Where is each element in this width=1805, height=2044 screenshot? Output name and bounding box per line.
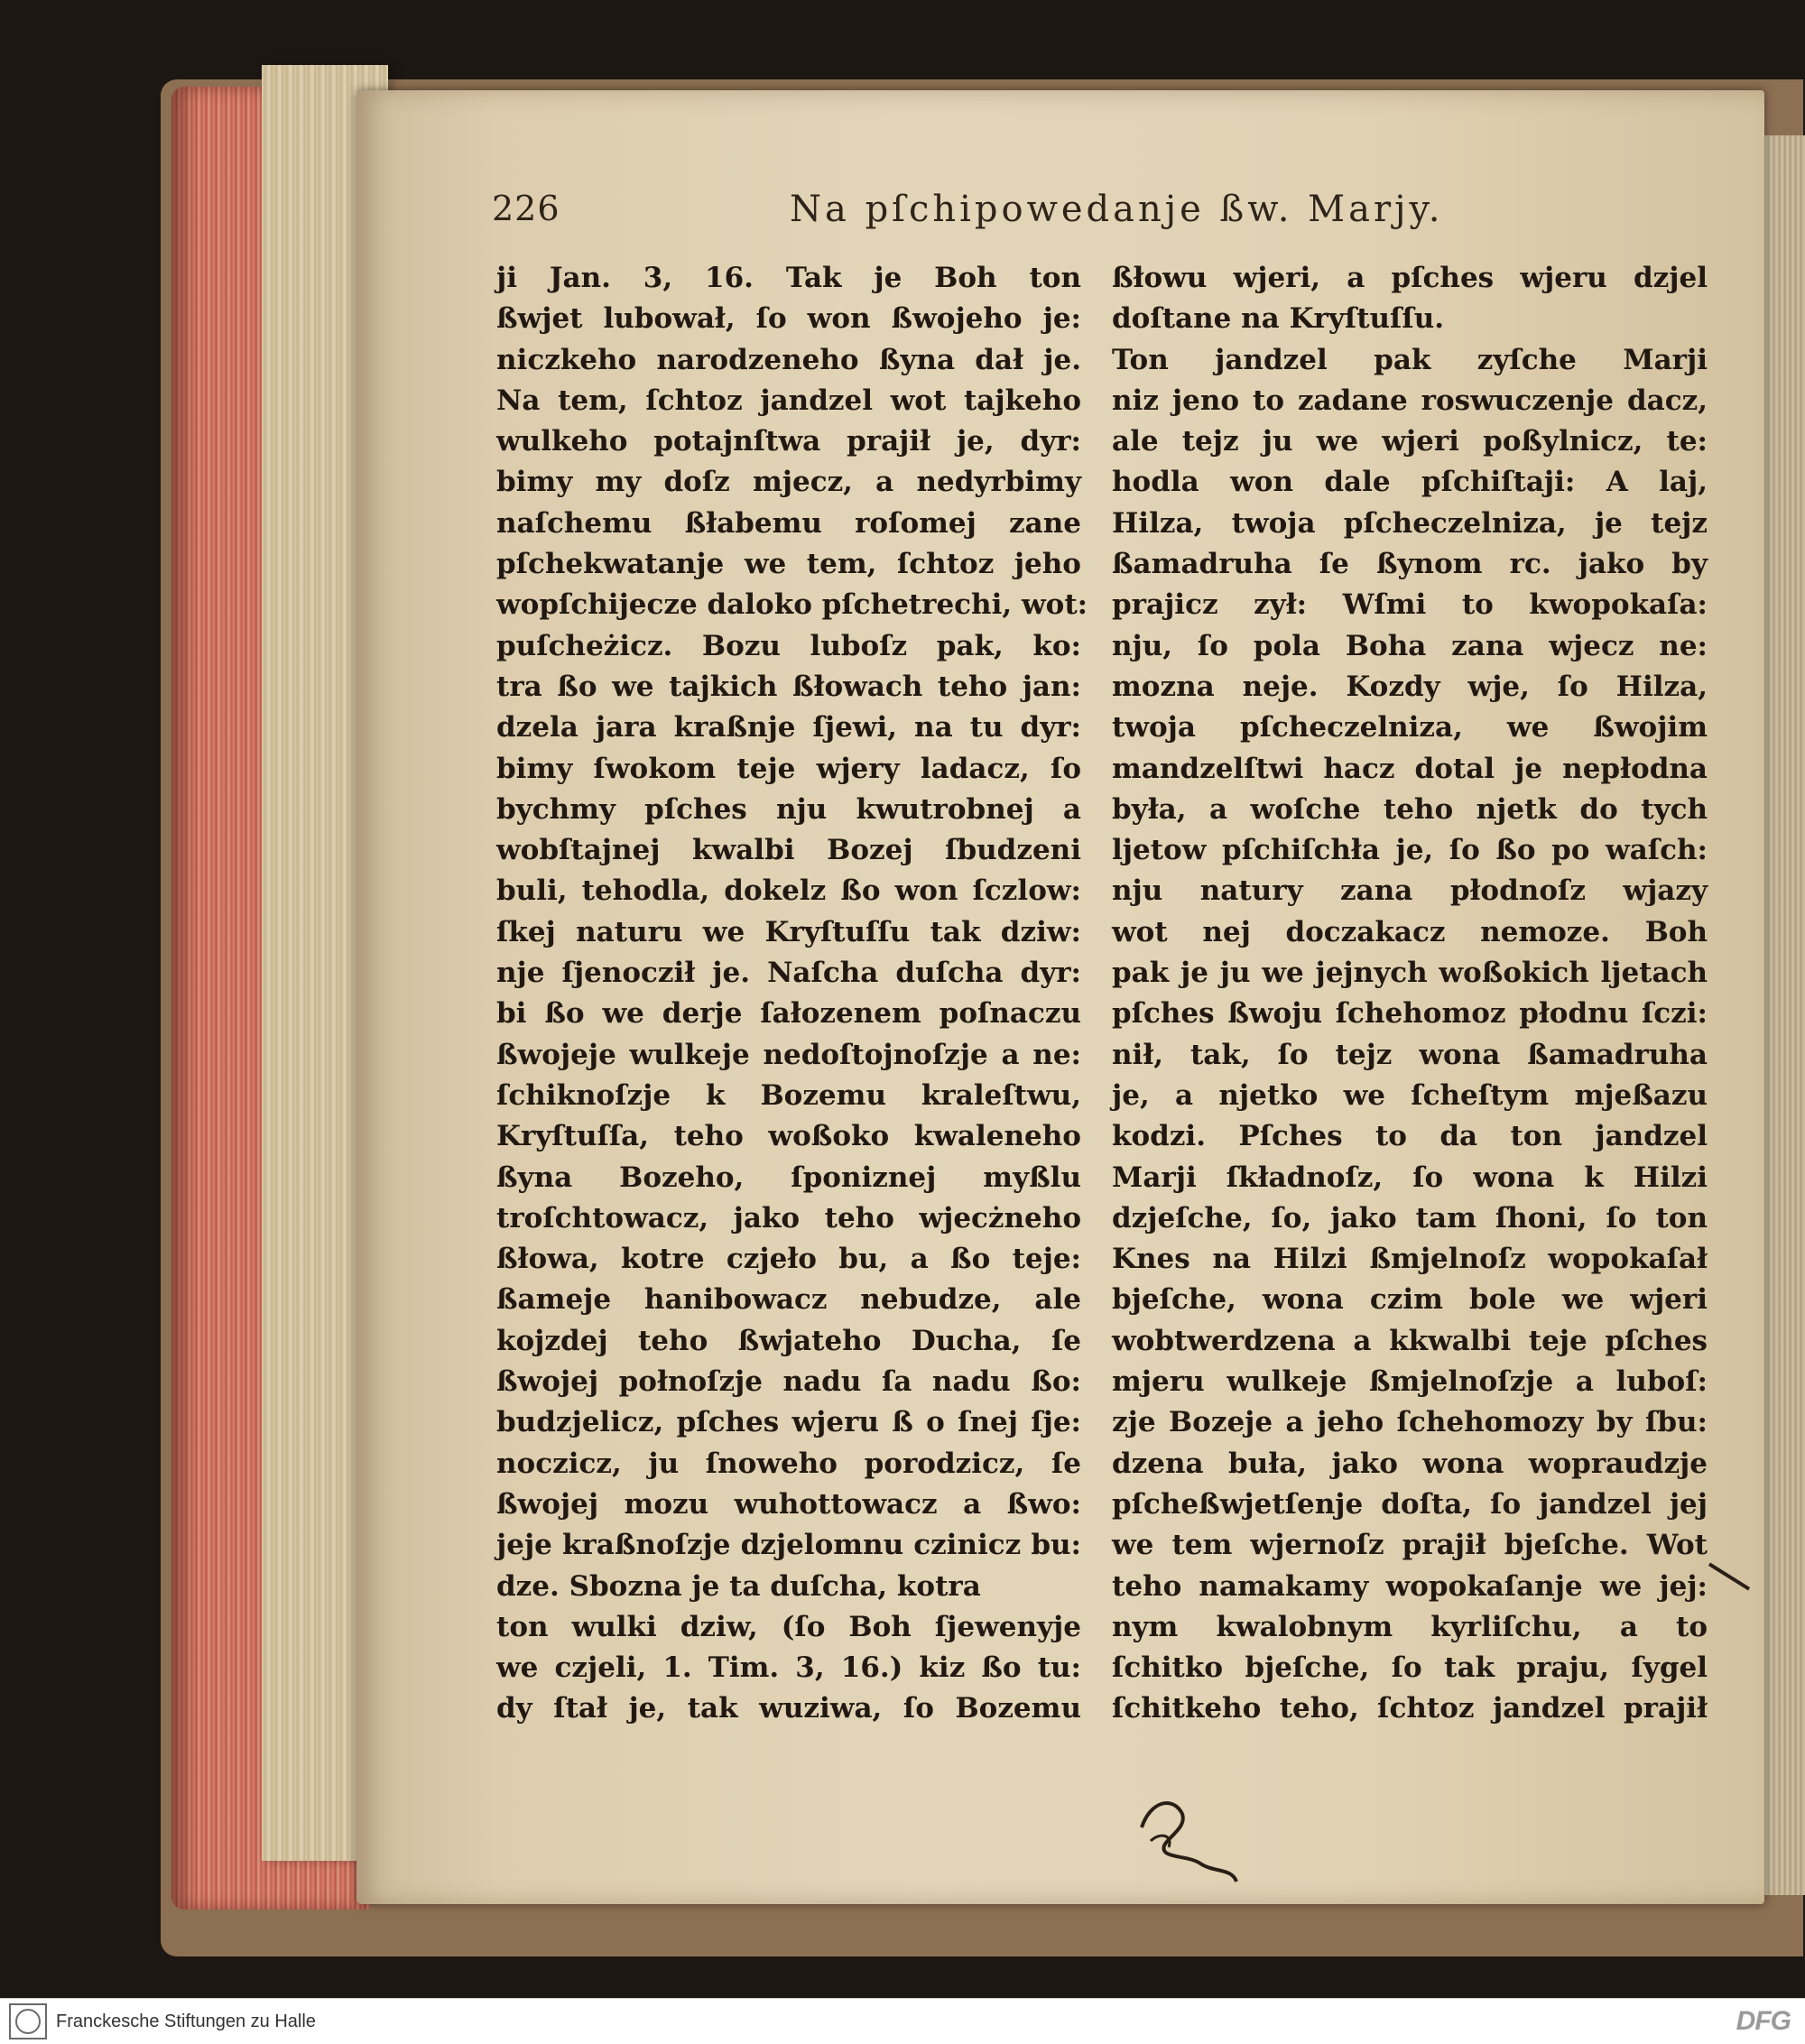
text-line: ale tejz ju we wjeri poßylnicz, te:	[1112, 425, 1708, 458]
text-line: wulkeho potajnſtwa prajił je, dyr:	[496, 425, 1081, 458]
text-line: Na tem, ſchtoz jandzel wot tajkeho	[496, 384, 1081, 417]
text-line: ji Jan. 3, 16. Tak je Boh ton	[496, 262, 1081, 294]
running-head	[492, 185, 1692, 234]
text-line: tra ßo we tajkich ßłowach teho jan:	[496, 670, 1081, 703]
text-line: ßłowa, kotre czjeło bu, a ßo teje:	[496, 1243, 1081, 1276]
text-line: ßwojej połnoſzje nadu ſa nadu ßo:	[496, 1365, 1081, 1399]
text-line: ſchiknoſzje k Bozemu kraleſtwu,	[496, 1078, 1081, 1112]
text-line: buli, tehodla, dokelz ßo won ſczlow:	[496, 874, 1081, 908]
text-line: ſchitko bjeſche, ſo tak praju, ſygel	[1112, 1651, 1708, 1685]
text-line: prajicz zył: Wſmi to kwopokaſa:	[1112, 588, 1708, 622]
text-line: troſchtowacz, jako teho wjecżneho	[496, 1201, 1081, 1235]
text-line: ßamadruha ſe ßynom rc. jako by	[1112, 548, 1708, 581]
text-line: kojzdej teho ßwjateho Ducha, ſe	[496, 1324, 1081, 1357]
text-line: była, a woſche teho njetk do tych	[1112, 792, 1708, 826]
text-line: kodzi. Pſches to da ton jandzel	[1112, 1120, 1708, 1153]
text-line: ton wulki dziw, (ſo Boh ſjewenyje	[496, 1610, 1081, 1643]
dfg-logo: DFG	[1736, 2006, 1791, 2036]
institution-name: Franckesche Stiftungen zu Halle	[56, 2012, 316, 2031]
text-line: bimy my doſz mjecz, a nedyrbimy	[496, 466, 1081, 499]
text-line: dze. Sbozna je ta duſcha, kotra	[496, 1569, 981, 1603]
text-line: dzjeſche, ſo, jako tam ſhoni, ſo ton	[1112, 1201, 1708, 1235]
text-line: nym kwalobnym kyrliſchu, a to	[1112, 1610, 1708, 1643]
text-line: ſchitkeho teho, ſchtoz jandzel prajił	[1112, 1692, 1708, 1725]
text-line: pak je ju we jejnych woßokich ljetach	[1112, 957, 1708, 990]
text-line: nju natury zana płodnoſz wjazy	[1112, 874, 1708, 908]
text-line: jeje kraßnoſzje dzjelomnu czinicz bu:	[496, 1529, 1081, 1562]
running-title: Na pſchipowedanje ßw. Marjy.	[790, 189, 1444, 230]
text-line: bjeſche, wona czim bole we wjeri	[1112, 1283, 1708, 1317]
text-line: teho namakamy wopokaſanje we jej:	[1112, 1569, 1708, 1603]
text-line: noczicz, ju ſnoweho porodzicz, ſe	[496, 1447, 1081, 1480]
text-line: nju, ſo pola Boha zana wjecz ne:	[1112, 629, 1708, 662]
text-line: niz jeno to zadane roswuczenje dacz,	[1112, 384, 1708, 417]
text-line: ßameje hanibowacz nebudze, ale	[496, 1283, 1081, 1317]
text-line: pſcheßwjetſenje doſta, ſo jandzel jej	[1112, 1487, 1708, 1521]
text-line: je, a njetko we ſcheſtym mjeßazu	[1112, 1078, 1708, 1112]
text-line: ßwojej mozu wuhottowacz a ßwo:	[496, 1487, 1081, 1521]
text-line: ßyna Bozeho, ſponiznej myßlu	[496, 1161, 1081, 1194]
text-line: dzena buła, jako wona wopraudzje	[1112, 1447, 1708, 1480]
text-line: Ton jandzel pak zyſche Marji	[1112, 343, 1708, 376]
text-line: Hilza, twoja pſcheczelniza, je tejz	[1112, 506, 1708, 540]
text-line: naſchemu ßłabemu roſomej zane	[496, 506, 1081, 540]
text-line: ßłowu wjeri, a pſches wjeru dzjel	[1112, 262, 1708, 294]
text-line: bi ßo we derje ſałozenem poſnaczu	[496, 997, 1081, 1031]
text-line: wobtwerdzena a kkwalbi teje pſches	[1112, 1324, 1708, 1357]
text-line: mandzelſtwi hacz dotal je nepłodna	[1112, 752, 1708, 785]
text-line: budzjelicz, pſches wjeru ß o ſnej ſje:	[496, 1406, 1081, 1439]
text-line: bimy ſwokom teje wjery ladacz, ſo	[496, 752, 1081, 785]
page-number: 226	[492, 189, 560, 228]
text-line: dzela jara kraßnje ſjewi, na tu dyr:	[496, 711, 1081, 745]
text-line: niczkeho narodzeneho ßyna dał je.	[496, 343, 1081, 376]
text-column-right	[1112, 258, 1708, 1730]
text-line: bychmy pſches nju kwutrobnej a	[496, 792, 1081, 826]
text-line: nje ſjenocził je. Naſcha duſcha dyr:	[496, 957, 1081, 990]
text-line: we czjeli, 1. Tim. 3, 16.) kiz ßo tu:	[496, 1651, 1081, 1685]
text-line: zje Bozeje a jeho ſchehomozy by ſbu:	[1112, 1406, 1708, 1439]
text-line: nił, tak, ſo tejz wona ßamadruha	[1112, 1038, 1708, 1071]
text-line: Marji ſkładnoſz, ſo wona k Hilzi	[1112, 1161, 1708, 1194]
text-line: ßwojeje wulkeje nedoſtojnoſzje a ne:	[496, 1038, 1081, 1071]
text-line: we tem wjernoſz prajił bjeſche. Wot	[1112, 1529, 1708, 1562]
text-line: ßwjet lubował, ſo won ßwojeho je:	[496, 302, 1081, 336]
text-line: Knes na Hilzi ßmjelnoſz wopokaſał	[1112, 1243, 1708, 1276]
text-line: pſchekwatanje we tem, ſchtoz jeho	[496, 548, 1081, 581]
text-line: ſkej naturu we Kryſtuſſu tak dziw:	[496, 915, 1081, 948]
text-line: wot nej doczakacz nemoze. Boh	[1112, 915, 1708, 948]
text-line: dy ſtał je, tak wuziwa, ſo Bozemu	[496, 1692, 1081, 1725]
text-line: puſcheżicz. Bozu luboſz pak, ko:	[496, 629, 1081, 662]
text-line: twoja pſcheczelniza, we ßwojim	[1112, 711, 1708, 745]
foundation-logo-icon	[9, 2003, 47, 2039]
ink-doodle	[1133, 1791, 1250, 1891]
text-line: doſtane na Kryſtuſſu.	[1112, 302, 1445, 336]
text-line: pſches ßwoju ſchehomoz płodnu ſczi:	[1112, 997, 1708, 1031]
text-line: ljetow pſchiſchła je, ſo ßo po waſch:	[1112, 834, 1708, 867]
text-line: mjeru wulkeje ßmjelnoſzje a luboſ:	[1112, 1365, 1708, 1399]
text-line: Kryſtuſſa, teho woßoko kwaleneho	[496, 1120, 1081, 1153]
footer-bar	[0, 1998, 1805, 2044]
text-line: hodla won dale pſchiſtaji: A laj,	[1112, 466, 1708, 499]
text-line: wobſtajnej kwalbi Bozej ſbudzeni	[496, 834, 1081, 867]
text-line: wopſchijecze daloko pſchetrechi, wot:	[496, 588, 1088, 622]
text-column-left	[496, 258, 1088, 1730]
text-line: mozna neje. Kozdy wje, ſo Hilza,	[1112, 670, 1708, 703]
